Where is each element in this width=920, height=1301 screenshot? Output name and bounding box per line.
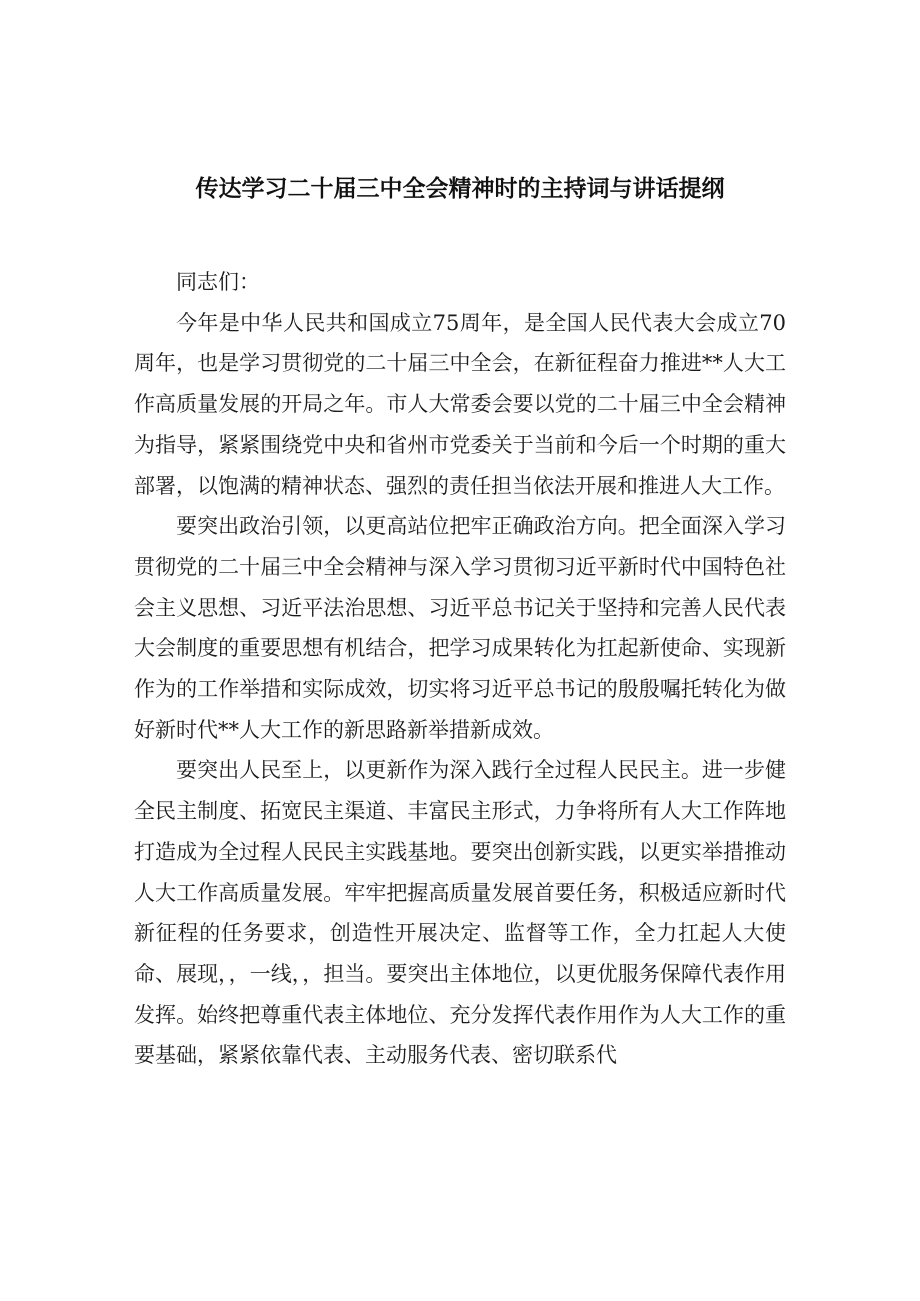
paragraph: 要突出政治引领，以更高站位把牢正确政治方向。把全面深入学习贯彻党的二十届三中全会精神与深入学习贯彻习近平新时代中国特色社会主义思想、习近平法治思想、习近平总书记关于坚持和完善人民代表大会制度的重要思想有机结合，把学习成果转化为扛起新使命、实现新作为的工作举措和实际成效，切实将习近平总书记的殷殷嘱托转化为做好新时代**人大工作的新思路新举措新成效。 <box>134 514 786 742</box>
document-title: 传达学习二十届三中全会精神时的主持词与讲话提纲 <box>195 176 725 202</box>
document-body <box>134 262 786 1076</box>
salutation: 同志们： <box>176 270 260 294</box>
paragraph: 今年是中华人民共和国成立75周年，是全国人民代表大会成立70周年，也是学习贯彻党的二十届三中全会，在新征程奋力推进**人大工作高质量发展的开局之年。市人大常委会要以党的二十届三中全会精神为指导，紧紧围绕党中央和省州市党委关于当前和今后一个时期的重大部署，以饱满的精神状态、强烈的责任担当依法开展和推进人大工作。 <box>134 310 786 498</box>
paragraph: 要突出人民至上，以更新作为深入践行全过程人民民主。进一步健全民主制度、拓宽民主渠道、丰富民主形式，力争将所有人大工作阵地打造成为全过程人民民主实践基地。要突出创新实践，以更实举措推动人大工作高质量发展。牢牢把握高质量发展首要任务，积极适应新时代新征程的任务要求，创造性开展决定、监督等工作，全力扛起人大使命、展现，，一线，，担当。要突出主体地位，以更优服务保障代表作用发挥。始终把尊重代表主体地位、充分发挥代表作用作为人大工作的重要基础，紧紧依靠代表、主动服务代表、密切联系代 <box>134 758 786 1068</box>
